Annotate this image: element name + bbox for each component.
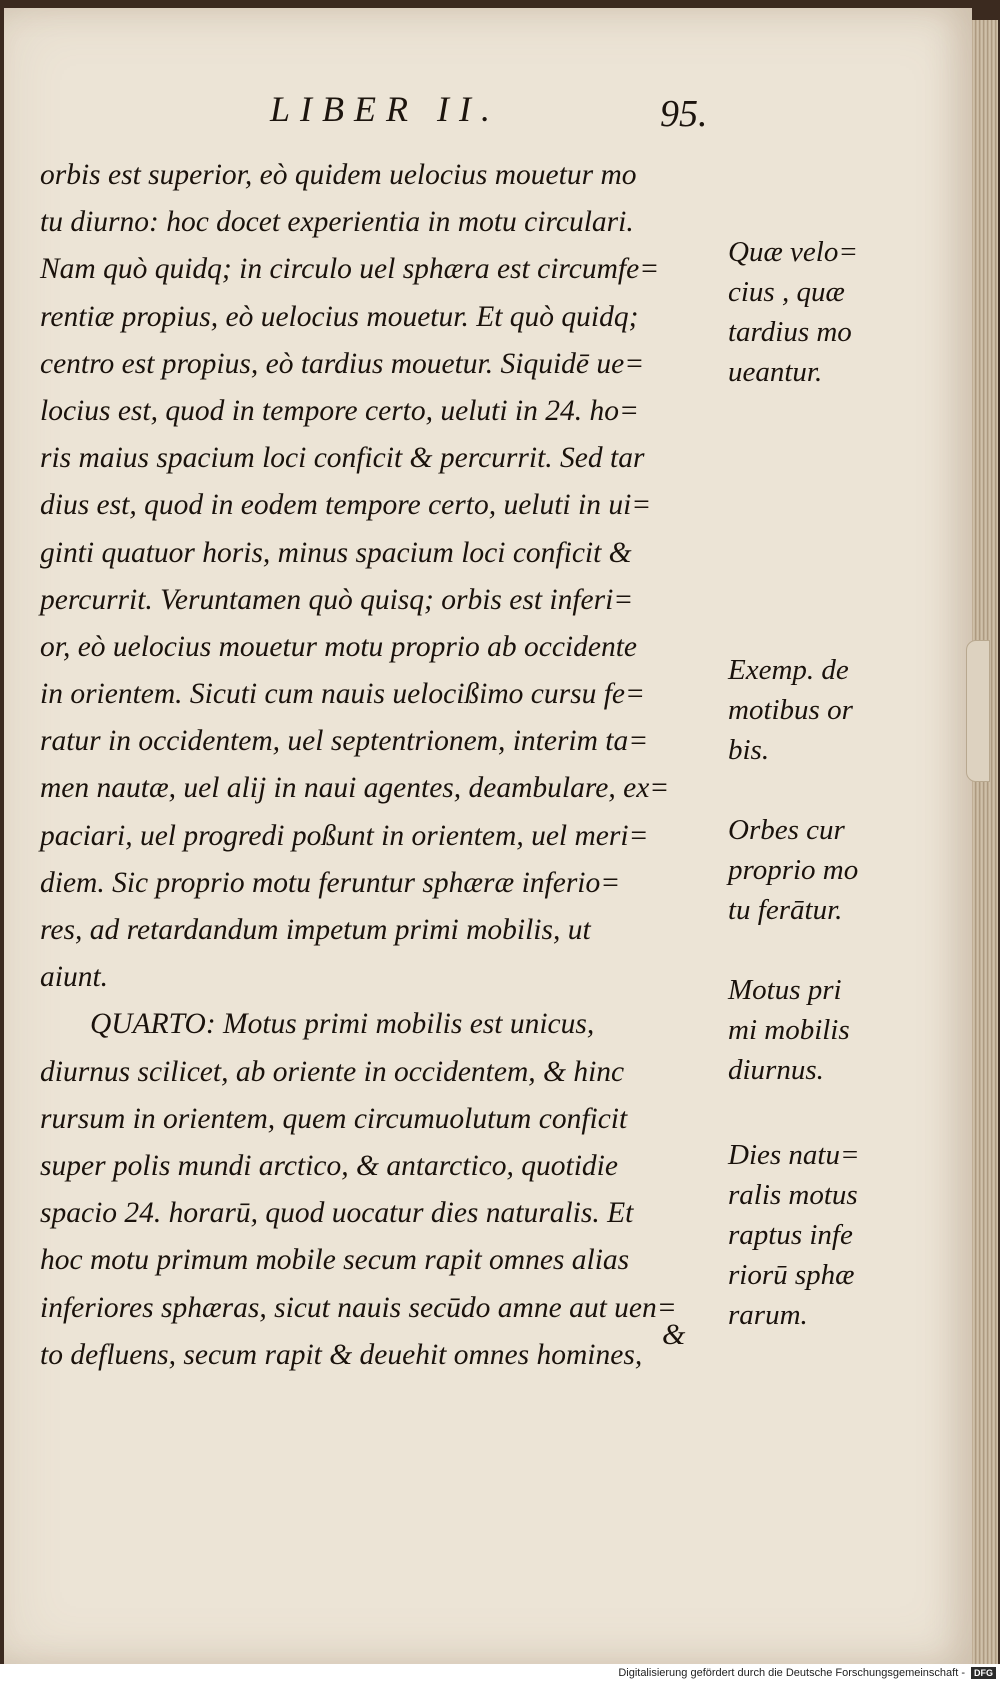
margin-note bbox=[728, 232, 928, 392]
margin-note-line: bis. bbox=[728, 734, 770, 766]
text-line: diurnus scilicet, ab oriente in occidentem, & hinc bbox=[40, 1055, 625, 1088]
catchword: & bbox=[662, 1318, 686, 1351]
margin-note-line: diurnus. bbox=[728, 1054, 824, 1086]
digitization-footer bbox=[0, 1664, 1000, 1682]
page-edges bbox=[972, 20, 998, 1664]
text-line: diem. Sic proprio motu feruntur sphæræ inferio= bbox=[40, 866, 621, 899]
margin-note bbox=[728, 970, 928, 1090]
text-line: to defluens, secum rapit & deuehit omnes homines, bbox=[40, 1338, 643, 1371]
margin-note-line: Motus pri bbox=[728, 974, 842, 1006]
text-line: QUARTO: Motus primi mobilis est unicus, bbox=[90, 1008, 595, 1041]
margin-note-line: cius , quæ bbox=[728, 276, 845, 308]
text-line: inferiores sphæras, sicut nauis secūdo amne aut uen= bbox=[40, 1291, 677, 1324]
dfg-logo-icon: DFG bbox=[971, 1667, 996, 1679]
text-line: or, eò uelocius mouetur motu proprio ab occidente bbox=[40, 630, 638, 663]
text-line: hoc motu primum mobile secum rapit omnes alias bbox=[40, 1244, 630, 1277]
text-line: spacio 24. horarū, quod uocatur dies naturalis. Et bbox=[40, 1197, 634, 1230]
text-line: rentiæ propius, eò uelocius mouetur. Et quò quidq; bbox=[40, 300, 639, 333]
text-line: locius est, quod in tempore certo, ueluti in 24. ho= bbox=[40, 394, 639, 427]
margin-note-line: tardius mo bbox=[728, 316, 852, 348]
footer-credit: Digitalisierung gefördert durch die Deutsche Forschungsgemeinschaft - bbox=[618, 1667, 965, 1679]
text-line: orbis est superior, eò quidem uelocius mouetur mo bbox=[40, 159, 637, 191]
running-head: LIBER II. bbox=[270, 89, 500, 129]
text-line: ris maius spacium loci conficit & percurrit. Sed tar bbox=[40, 442, 645, 475]
text-line: tu diurno: hoc docet experientia in motu circulari. bbox=[40, 206, 634, 239]
margin-note-line: Orbes cur bbox=[728, 814, 845, 846]
margin-note-line: raptus infe bbox=[728, 1219, 853, 1251]
text-line: res, ad retardandum impetum primi mobilis, ut bbox=[40, 914, 591, 946]
margin-note-line: proprio mo bbox=[728, 854, 859, 886]
margin-note-line: ralis motus bbox=[728, 1179, 858, 1211]
margin-note-line: mi mobilis bbox=[728, 1014, 850, 1046]
text-line: rursum in orientem, quem circumuolutum conficit bbox=[40, 1102, 628, 1135]
body-text bbox=[40, 152, 720, 1379]
text-line: percurrit. Veruntamen quò quisq; orbis est inferi= bbox=[40, 583, 634, 616]
margin-note bbox=[728, 810, 928, 930]
margin-note-line: tu ferātur. bbox=[728, 894, 843, 926]
page-number: 95. bbox=[660, 93, 708, 135]
margin-note-line: ueantur. bbox=[728, 356, 823, 388]
text-line: ginti quatuor horis, minus spacium loci conficit & bbox=[40, 536, 632, 569]
page-tab-mark bbox=[966, 640, 990, 782]
text-line: in orientem. Sicuti cum nauis uelocißimo cursu fe= bbox=[40, 678, 645, 711]
margin-note-line: rarum. bbox=[728, 1299, 808, 1331]
margin-note-line: Quæ velo= bbox=[728, 236, 858, 268]
margin-note bbox=[728, 1135, 928, 1335]
margin-note bbox=[728, 650, 928, 770]
margin-note-line: riorū sphæ bbox=[728, 1259, 855, 1291]
text-line: ratur in occidentem, uel septentrionem, interim ta= bbox=[40, 725, 649, 758]
text-line: super polis mundi arctico, & antarctico, quotidie bbox=[40, 1149, 618, 1182]
text-line: dius est, quod in eodem tempore certo, ueluti in ui= bbox=[40, 489, 652, 522]
text-line: centro est propius, eò tardius mouetur. Siquidē ue= bbox=[40, 347, 645, 380]
text-line: paciari, uel progredi poßunt in orientem, uel meri= bbox=[40, 819, 649, 852]
margin-note-line: motibus or bbox=[728, 694, 853, 726]
text-line: aiunt. bbox=[40, 961, 109, 994]
margin-note-line: Exemp. de bbox=[728, 654, 849, 686]
margin-note-line: Dies natu= bbox=[728, 1139, 860, 1171]
text-line: men nautæ, uel alij in naui agentes, deambulare, ex= bbox=[40, 772, 670, 805]
text-line: Nam quò quidq; in circulo uel sphæra est circumfe= bbox=[40, 253, 660, 286]
